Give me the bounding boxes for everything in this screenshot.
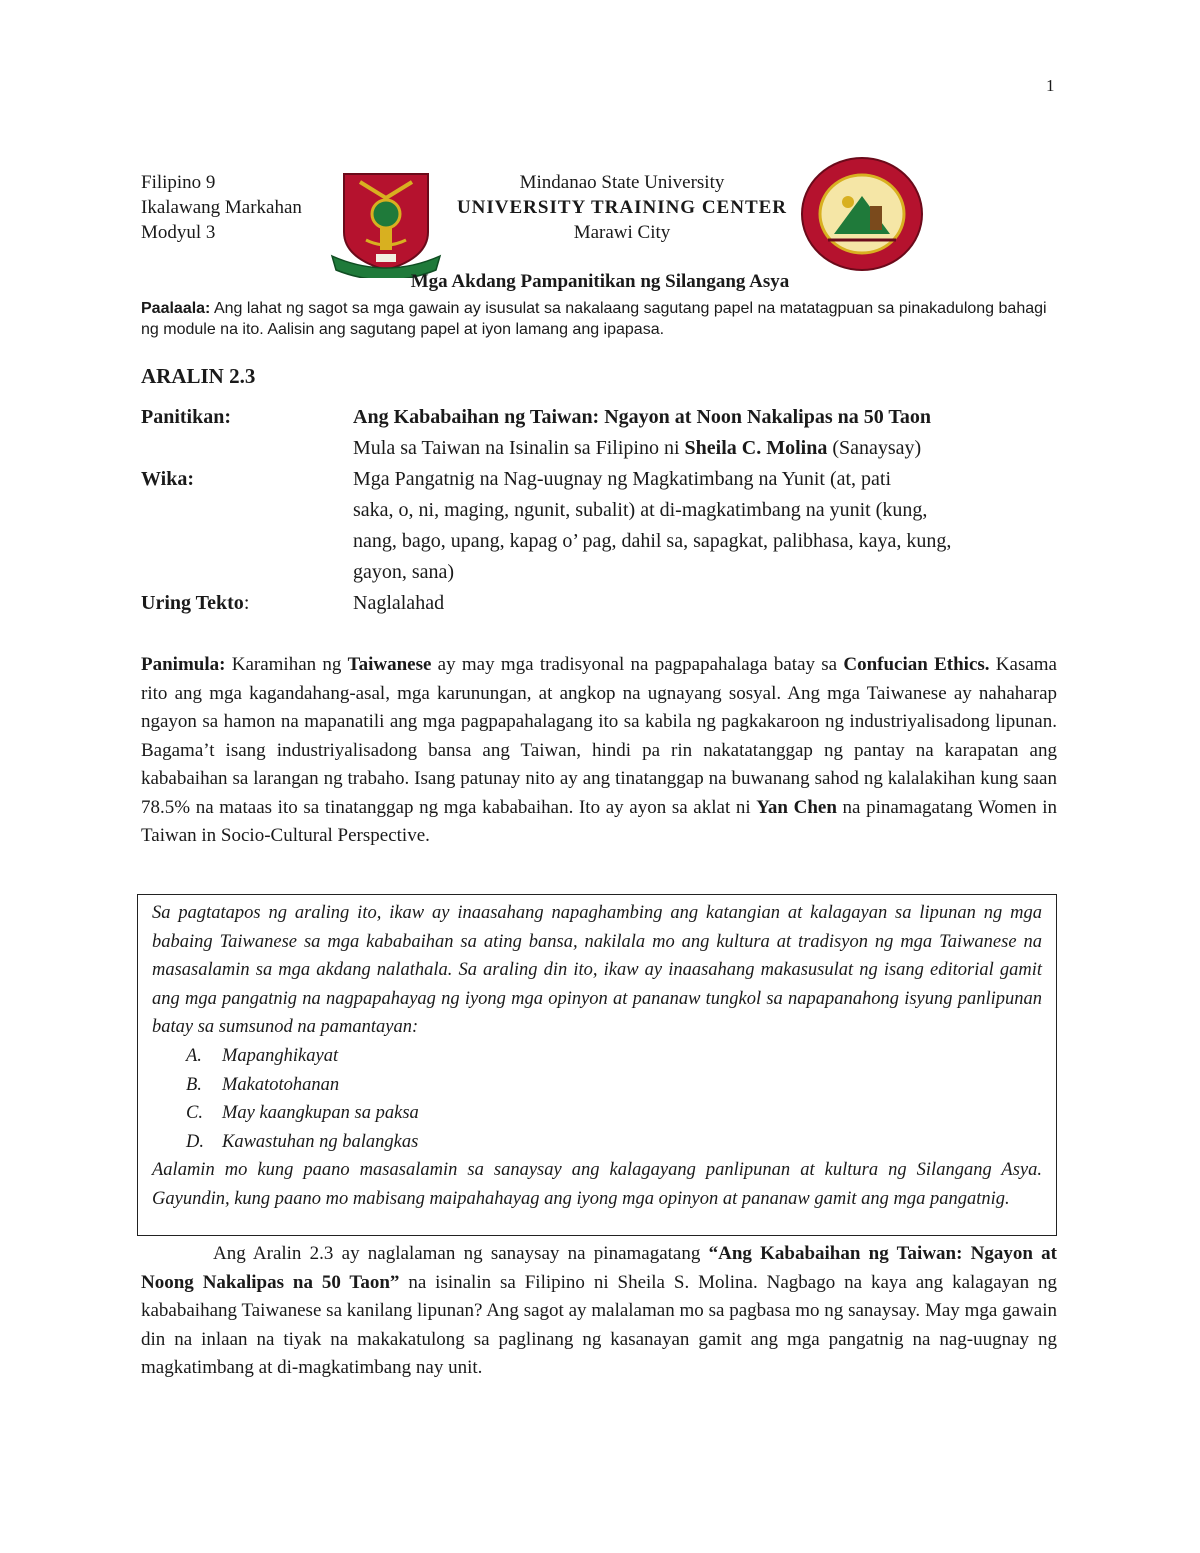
- wika-line: nang, bago, upang, kapag o’ pag, dahil sa, sapagkat, palibhasa, kaya, kung,: [353, 530, 952, 552]
- list-item: [186, 1099, 1042, 1128]
- list-text: Kawastuhan ng balangkas: [222, 1131, 419, 1152]
- header-quarter: Ikalawang Markahan: [141, 197, 302, 218]
- list-marker: B.: [186, 1074, 202, 1095]
- panitikan-title: Ang Kababaihan ng Taiwan: Ngayon at Noon Nakalipas na 50 Taon: [353, 406, 931, 428]
- intro-text: ay may mga tradisyonal na pagpapahalaga batay sa: [431, 654, 844, 675]
- header-institution: [442, 170, 802, 245]
- list-text: Makatotohanan: [222, 1074, 340, 1095]
- closing-paragraph: [141, 1240, 1057, 1383]
- wika-line: saka, o, ni, maging, ngunit, subalit) at di-magkatimbang na yunit (kung,: [353, 499, 928, 521]
- university-name: Mindanao State University: [519, 172, 725, 193]
- intro-text: Kasama rito ang mga kagandahang-asal, mga karunungan, at angkop na ugnayang sosyal. Ang mga Taiwanese ay nahaharap ngayon sa hamon na mapanatili ang mga pagpapahalagang ito sa kabila ng pagkakaroon ng industriyalisadong lipunan. Bagama’t isang industriyalisadong bansa ang Taiwan, hindi pa rin nakatatanggap ng pantay na karapatan ang kababaihan sa larangan ng trabaho. Isang patunay nito ay ang tinatanggap na buwanang sahod ng kalalakihan kung saan 78.5% na mataas ito sa tinatanggap ng mga kababaihan. Ito ay ayon sa aklat ni: [141, 654, 1057, 818]
- wika-label: Wika:: [141, 468, 194, 490]
- source-line: [353, 433, 1061, 464]
- wika-line: gayon, sana): [353, 561, 455, 583]
- header-module: Modyul 3: [141, 222, 216, 243]
- lesson-heading: ARALIN 2.3: [141, 364, 256, 388]
- uring-tekto-label-group: [141, 588, 249, 619]
- intro-bold: Yan Chen: [756, 796, 837, 818]
- intro-label: Panimula:: [141, 654, 226, 675]
- uring-tekto-value: Naglalahad: [353, 592, 445, 614]
- intro-bold: Taiwanese: [347, 654, 432, 675]
- utc-seal-icon: [800, 156, 924, 272]
- wika-line: Mga Pangatnig na Nag-uugnay ng Magkatimbang na Yunit (at, pati: [353, 468, 892, 490]
- intro-text: Karamihan ng: [225, 654, 348, 675]
- closing-bold: “Ang Kababaihan ng Taiwan: Ngayon at Noong Nakalipas na 50 Taon”: [141, 1243, 1057, 1293]
- training-center-name: UNIVERSITY TRAINING CENTER: [456, 197, 788, 218]
- reminder-label: Paalaala:: [141, 300, 211, 317]
- source-prefix: Mula sa Taiwan na Isinalin sa Filipino ni: [353, 437, 685, 459]
- introduction-paragraph: [141, 651, 1057, 851]
- reminder-text: Ang lahat ng sagot sa mga gawain ay isusulat sa nakalaang sagutang papel na matatagpuan sa pinakadulong bahagi ng module na ito. Aalisin ang sagutang papel at iyon lamang ang ipapasa.: [141, 300, 1047, 338]
- wika-value: [353, 464, 1061, 588]
- source-suffix: (Sanaysay): [827, 437, 922, 459]
- closing-text: Ang Aralin 2.3 ay naglalaman ng sanaysay na pinamagatang: [213, 1243, 709, 1264]
- list-item: [186, 1071, 1042, 1100]
- uring-tekto-colon: :: [243, 592, 250, 614]
- msu-seal-icon: [330, 170, 442, 278]
- list-marker: C.: [186, 1103, 203, 1124]
- translator-name: Sheila C. Molina: [684, 437, 828, 459]
- intro-bold: Confucian Ethics.: [843, 654, 990, 675]
- list-text: May kaangkupan sa paksa: [222, 1103, 419, 1124]
- list-item: [186, 1128, 1042, 1157]
- header-subject: Filipino 9: [141, 172, 216, 193]
- objectives-box: [137, 894, 1057, 1236]
- uring-tekto-label: Uring Tekto: [141, 592, 244, 614]
- objectives-outro: Aalamin mo kung paano masasalamin sa sanaysay ang kalagayang panlipunan at kultura ng Silangang Asya. Gayundin, kung paano mo mabisang maipahahayag ang iyong mga opinyon at pananaw gamit ang mga pangatnig.: [152, 1160, 1042, 1209]
- criteria-list: [152, 1042, 1042, 1156]
- list-marker: A.: [186, 1045, 202, 1066]
- panitikan-label: Panitikan:: [141, 406, 232, 428]
- reminder-note: [141, 298, 1061, 340]
- header-course-info: [141, 170, 302, 245]
- list-text: Mapanghikayat: [222, 1045, 339, 1066]
- page-number: 1: [1046, 76, 1055, 95]
- list-marker: D.: [186, 1131, 204, 1152]
- closing-text: na isinalin sa Filipino ni Sheila S. Molina. Nagbago na kaya ang kalagayan ng kababaihang Taiwanese sa kanilang lipunan? Ang sagot ay malalaman mo sa pagbasa mo ng sanaysay. May mga gawain din na inlaan na tiyak na makakatulong sa paglinang ng kasanayan gamit ang mga pangatnig na nag-uugnay ng magkatimbang at di-magkatimbang nay unit.: [141, 1271, 1057, 1378]
- objectives-intro: Sa pagtatapos ng araling ito, ikaw ay inaasahang napaghambing ang katangian at kalagayan sa lipunan ng mga babaing Taiwanese sa mga kababaihan sa ating bansa, nakilala mo ang kultura at tradisyon ng mga Taiwanese na masasalamin sa mga akdang nalathala. Sa araling din ito, ikaw ay inaasahang makasusulat ng isang editorial gamit ang mga pangatnig na nagpapahayag ng iyong mga opinyon at pananaw tungkol sa napapanahong isyung panlipunan batay sa sumsunod na pamantayan:: [152, 903, 1042, 1038]
- list-item: [186, 1042, 1042, 1071]
- city-name: Marawi City: [573, 222, 671, 243]
- intro-text: na pinamagatang Women in Taiwan in Socio-Cultural Perspective.: [141, 796, 1057, 846]
- document-title: Mga Akdang Pampanitikan ng Silangang Asya: [410, 271, 790, 292]
